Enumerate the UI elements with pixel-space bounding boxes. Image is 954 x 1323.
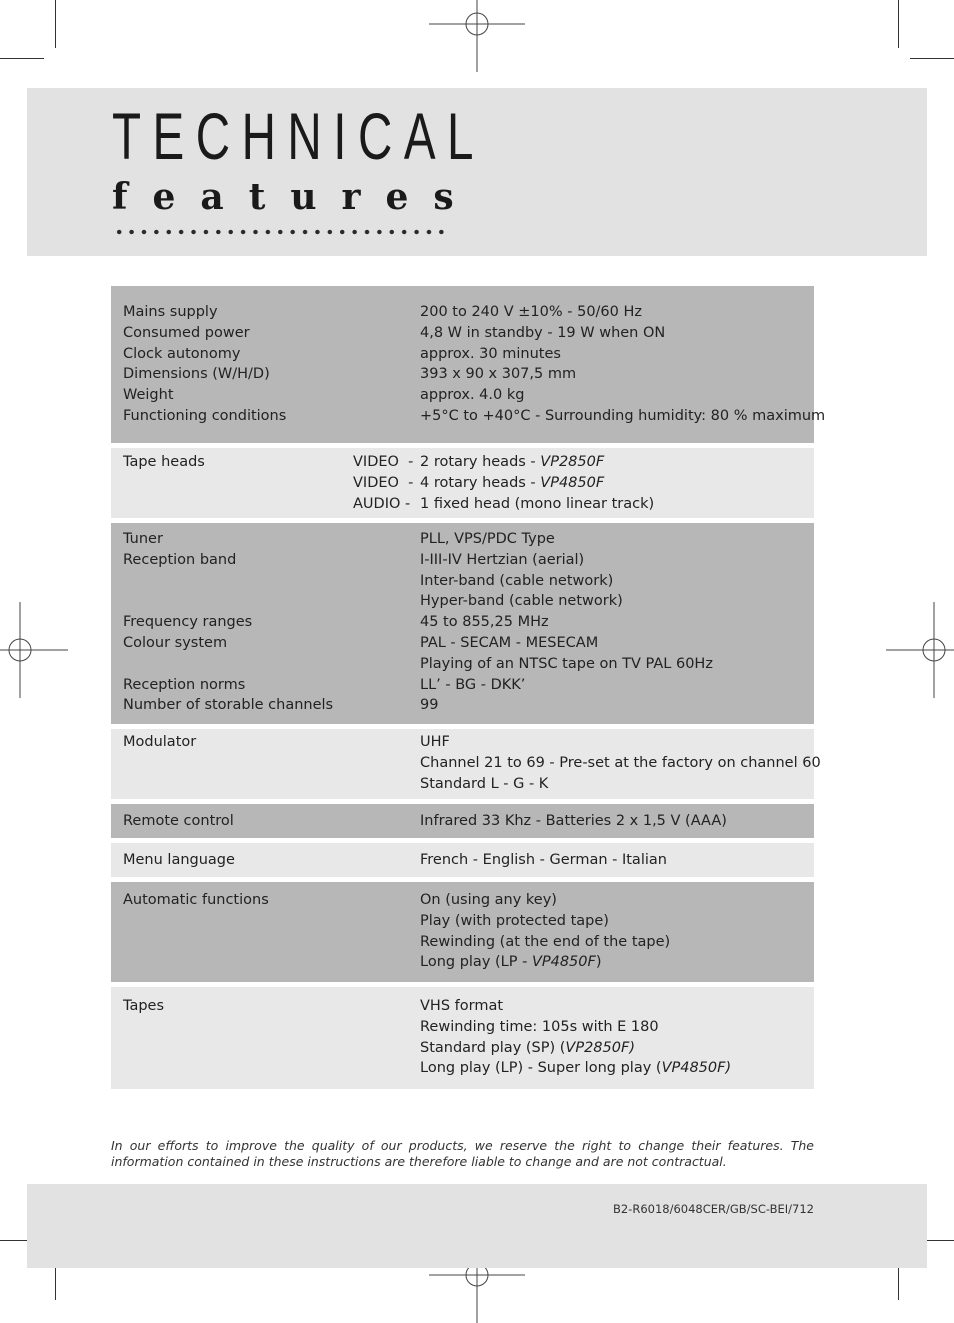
spec-label: Tapes: [123, 998, 165, 1014]
spec-value: Standard L - G - K: [420, 775, 549, 792]
spec-label: Automatic functions: [123, 892, 269, 908]
spec-row: [111, 473, 814, 494]
spec-label: Colour system: [123, 634, 228, 651]
model-number: VP2850F: [540, 454, 605, 470]
dotted-rule: [113, 228, 447, 236]
spec-value: 45 to 855,25 MHz: [420, 614, 549, 631]
spec-value-text: ): [595, 954, 602, 971]
spec-row: [111, 571, 814, 592]
spec-row: [111, 406, 826, 427]
registration-mark-right: [886, 602, 954, 698]
spec-row: [111, 774, 814, 795]
spec-value: 200 to 240 V ±10% - 50/60 Hz: [420, 304, 643, 320]
spec-row: [111, 695, 814, 716]
crop-mark: [55, 0, 56, 48]
spec-value: Inter-band (cable network): [420, 572, 614, 589]
spec-row: [111, 1038, 814, 1059]
spec-label: Weight: [123, 387, 174, 404]
crop-mark: [0, 58, 44, 59]
spec-row: [111, 612, 814, 633]
spec-label: Remote control: [123, 813, 234, 829]
spec-value: French - English - German - Italian: [420, 852, 667, 868]
footer-band: [27, 1184, 927, 1268]
spec-track-type: VIDEO -: [353, 474, 414, 491]
spec-row: [111, 811, 814, 832]
spec-row: [111, 654, 814, 675]
spec-row: [111, 591, 814, 612]
model-number: VP4850F: [531, 954, 596, 971]
spec-value: approx. 30 minutes: [420, 345, 561, 362]
spec-row: [111, 385, 814, 406]
spec-row: [111, 302, 814, 323]
spec-value-text: Long play (LP -: [420, 954, 532, 971]
spec-value: [420, 952, 602, 973]
spec-value: PAL - SECAM - MESECAM: [420, 634, 599, 651]
spec-value: 1 fixed head (mono linear track): [420, 495, 655, 512]
spec-value: Infrared 33 Khz - Batteries 2 x 1,5 V (AAA): [420, 813, 727, 829]
spec-track-type: VIDEO -: [353, 454, 414, 470]
spec-row: [111, 996, 814, 1017]
spec-value: [420, 473, 604, 494]
spec-value: Rewinding time: 105s with E 180: [420, 1018, 659, 1035]
spec-value: [420, 1038, 635, 1059]
registration-mark-left: [0, 602, 68, 698]
spec-label: Frequency ranges: [123, 614, 253, 631]
model-number: VP2850F): [565, 1039, 635, 1056]
spec-row: [111, 732, 814, 753]
spec-block-tuner: [111, 523, 814, 724]
spec-label: Mains supply: [123, 304, 218, 320]
spec-row: [111, 890, 814, 911]
spec-value: 393 x 90 x 307,5 mm: [420, 366, 577, 383]
spec-value: Rewinding (at the end of the tape): [420, 933, 671, 950]
spec-row: [111, 323, 814, 344]
spec-value-text: 2 rotary heads -: [420, 454, 541, 470]
spec-block-tapes: [111, 987, 814, 1089]
spec-row: [111, 753, 821, 774]
spec-label: Reception norms: [123, 676, 246, 693]
disclaimer-footnote: In our efforts to improve the quality of our products, we reserve the right to change their features. The information contained in these instructions are therefore liable to change and are not contractual.: [111, 1138, 814, 1169]
spec-row: [111, 494, 814, 515]
spec-value: 4,8 W in standby - 19 W when ON: [420, 324, 666, 341]
spec-row: [111, 529, 814, 550]
spec-value: VHS format: [420, 998, 504, 1014]
spec-row: [111, 1058, 814, 1079]
spec-table: [111, 286, 826, 1094]
model-number: VP4850F): [661, 1060, 732, 1077]
spec-value: LL’ - BG - DKK’: [420, 676, 526, 693]
spec-block-menu-language: [111, 843, 814, 877]
spec-label: Tape heads: [123, 454, 205, 470]
spec-label: Tuner: [123, 531, 163, 547]
spec-label: Number of storable channels: [123, 697, 334, 714]
crop-mark: [910, 58, 954, 59]
spec-row: [111, 452, 814, 473]
spec-row: [111, 633, 814, 654]
spec-label: Reception band: [123, 551, 237, 568]
spec-value: UHF: [420, 734, 450, 750]
registration-mark-top: [429, 0, 525, 72]
spec-row: [111, 675, 814, 696]
spec-row: [111, 550, 814, 571]
spec-block-tape-heads: [111, 448, 814, 518]
spec-row: [111, 344, 814, 365]
spec-value: On (using any key): [420, 892, 557, 908]
page-subtitle: features: [112, 176, 479, 218]
spec-row: [111, 952, 814, 973]
spec-label: Modulator: [123, 734, 197, 750]
spec-label: Functioning conditions: [123, 407, 287, 424]
spec-value: PLL, VPS/PDC Type: [420, 531, 555, 547]
spec-row: [111, 932, 814, 953]
spec-value: Play (with protected tape): [420, 912, 609, 929]
spec-label: Menu language: [123, 852, 235, 868]
spec-label: Dimensions (W/H/D): [123, 366, 270, 383]
spec-row: [111, 911, 814, 932]
spec-value: Playing of an NTSC tape on TV PAL 60Hz: [420, 655, 713, 672]
spec-value-text: 4 rotary heads -: [420, 474, 541, 491]
spec-value-text: Standard play (SP) (: [420, 1039, 566, 1056]
model-number: VP4850F: [540, 474, 605, 491]
spec-label: Consumed power: [123, 324, 250, 341]
page-title: TECHNICAL: [112, 99, 486, 173]
spec-value-text: Long play (LP) - Super long play (: [420, 1060, 662, 1077]
spec-block-automatic: [111, 882, 814, 982]
spec-block-remote: [111, 804, 814, 838]
spec-block-general: [111, 286, 826, 443]
spec-value: Hyper-band (cable network): [420, 593, 623, 610]
crop-mark: [898, 0, 899, 48]
spec-value: approx. 4.0 kg: [420, 387, 525, 404]
spec-value: I-III-IV Hertzian (aerial): [420, 551, 585, 568]
spec-row: [111, 1017, 814, 1038]
spec-value: [420, 1058, 731, 1079]
spec-track-type: AUDIO -: [353, 495, 411, 512]
spec-value: Channel 21 to 69 - Pre-set at the factory on channel 60: [420, 754, 821, 771]
spec-label: Clock autonomy: [123, 345, 241, 362]
spec-value: 99: [420, 697, 439, 714]
spec-value: [420, 452, 604, 473]
document-code: B2-R6018/6048CER/GB/SC-BEI/712: [612, 1202, 814, 1216]
spec-row: [111, 364, 814, 385]
spec-block-modulator: [111, 729, 821, 799]
spec-row: [111, 850, 814, 871]
spec-value: +5°C to +40°C - Surrounding humidity: 80 % maximum: [420, 407, 826, 424]
